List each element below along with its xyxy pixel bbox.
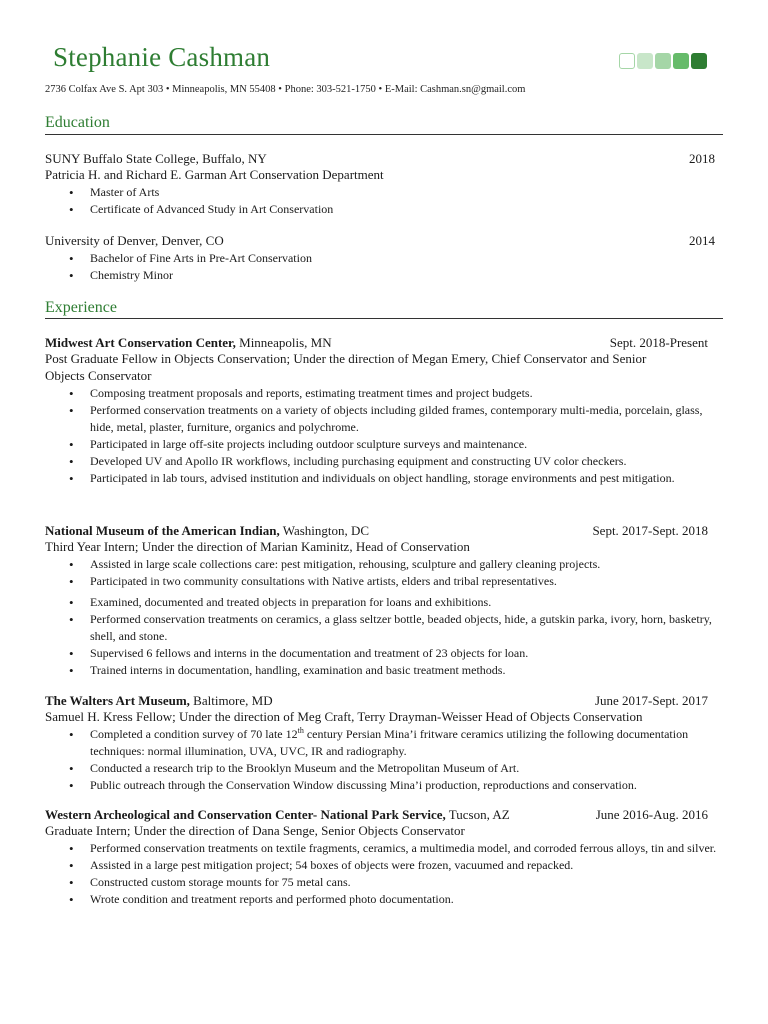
- section-divider: [45, 318, 723, 319]
- job-bullets: [90, 726, 718, 794]
- decorative-square: [655, 53, 671, 69]
- job-location: Baltimore, MD: [189, 693, 273, 708]
- job-header: [45, 522, 708, 539]
- job-dates: June 2016-Aug. 2016: [595, 807, 708, 822]
- job-bullets: [90, 556, 718, 679]
- organization-name: National Museum of the American Indian,: [45, 523, 280, 538]
- job-header: [45, 334, 708, 351]
- education-heading: Education: [45, 114, 110, 131]
- school-name: University of Denver, Denver, CO: [45, 233, 224, 248]
- list-item: • Chemistry Minor: [90, 267, 718, 284]
- education-entry-header: [45, 150, 715, 167]
- job-location: Minneapolis, MN: [235, 335, 332, 350]
- list-item: • Certificate of Advanced Study in Art Conservation: [90, 201, 718, 218]
- list-item: • Participated in lab tours, advised institution and individuals on object handling, storage environments and pest mitigation.: [90, 470, 718, 487]
- list-item: [90, 726, 718, 760]
- list-item: • Conducted a research trip to the Brooklyn Museum and the Metropolitan Museum of Art.: [90, 760, 718, 777]
- section-divider: [45, 134, 723, 135]
- job-location: Tucson, AZ: [445, 807, 510, 822]
- organization-name: The Walters Art Museum,: [45, 693, 190, 708]
- list-item: • Assisted in large scale collections care: pest mitigation, rehousing, sculpture and gallery cleaning projects.: [90, 556, 718, 573]
- decorative-square: [637, 53, 653, 69]
- job-role: Samuel H. Kress Fellow; Under the direction of Meg Craft, Terry Drayman-Weisser Head of Objects Conservation: [45, 709, 643, 724]
- list-item: • Performed conservation treatments on a variety of objects including gilded frames, contemporary multi-media, porcelain, glass, hide, metal, plaster, furniture, organics and polychrome.: [90, 402, 718, 436]
- job-bullets: [90, 840, 718, 908]
- list-item: • Participated in large off-site projects including outdoor sculpture surveys and maintenance.: [90, 436, 718, 453]
- job-role: Third Year Intern; Under the direction of Marian Kaminitz, Head of Conservation: [45, 539, 470, 554]
- job-header: [45, 692, 708, 709]
- list-item: • Wrote condition and treatment reports and performed photo documentation.: [90, 891, 718, 908]
- organization-name: Western Archeological and Conservation Center- National Park Service,: [45, 807, 446, 822]
- list-item: • Bachelor of Fine Arts in Pre-Art Conservation: [90, 250, 718, 267]
- decorative-square: [673, 53, 689, 69]
- bullet-text: Completed a condition survey of 70 late 12th century Persian Mina’i fritware ceramics utilizing the following documentation techniques: normal illumination, UVA, UVC, IR and radiography.: [90, 726, 689, 758]
- job-role: Graduate Intern; Under the direction of Dana Senge, Senior Objects Conservator: [45, 823, 465, 838]
- contact-line: 2736 Colfax Ave S. Apt 303 • Minneapolis, MN 55408 • Phone: 303-521-1750 • E-Mail: Cashman.sn@gmail.com: [45, 84, 526, 95]
- list-item: • Public outreach through the Conservation Window discussing Mina’i production, reproductions and conservation.: [90, 777, 718, 794]
- job-header: [45, 806, 708, 823]
- department-name: Patricia H. and Richard E. Garman Art Conservation Department: [45, 167, 384, 182]
- job-dates: Sept. 2017-Sept. 2018: [592, 523, 708, 538]
- job-dates: June 2017-Sept. 2017: [594, 693, 708, 708]
- list-item: • Supervised 6 fellows and interns in the documentation and treatment of 23 objects for loan.: [90, 645, 718, 662]
- list-item: • Participated in two community consultations with Native artists, elders and tribal representatives.: [90, 573, 718, 590]
- job-role: Post Graduate Fellow in Objects Conservation; Under the direction of Megan Emery, Chief Conservator and Senior Objects Conservator: [45, 351, 647, 383]
- job-bullets: [90, 385, 718, 487]
- school-name: SUNY Buffalo State College, Buffalo, NY: [45, 151, 267, 166]
- decorative-square: [691, 53, 707, 69]
- graduation-year: 2018: [689, 151, 715, 166]
- experience-heading: Experience: [45, 299, 117, 316]
- graduation-year: 2014: [689, 233, 715, 248]
- resume-name: Stephanie Cashman: [53, 42, 271, 72]
- list-item: • Performed conservation treatments on ceramics, a glass seltzer bottle, beaded objects, hide, a gutskin parka, ivory, horn, basketry, shell, and stone.: [90, 611, 718, 645]
- organization-name: Midwest Art Conservation Center,: [45, 335, 236, 350]
- list-item: • Developed UV and Apollo IR workflows, including purchasing equipment and constructing UV color checkers.: [90, 453, 718, 470]
- list-item: • Trained interns in documentation, handling, examination and basic treatment methods.: [90, 662, 718, 679]
- job-location: Washington, DC: [279, 523, 370, 538]
- list-item: • Master of Arts: [90, 184, 718, 201]
- education-entry-header: [45, 232, 715, 249]
- list-item: • Constructed custom storage mounts for 75 metal cans.: [90, 874, 718, 891]
- list-item: • Performed conservation treatments on textile fragments, ceramics, a multimedia model, and corroded ferrous alloys, tin and silver.: [90, 840, 718, 857]
- decorative-squares: [619, 53, 707, 69]
- list-item: • Examined, documented and treated objects in preparation for loans and exhibitions.: [90, 594, 718, 611]
- list-item: • Assisted in a large pest mitigation project; 54 boxes of objects were frozen, vacuumed and repacked.: [90, 857, 718, 874]
- education-bullets: [90, 184, 718, 218]
- decorative-square: [619, 53, 635, 69]
- job-dates: Sept. 2018-Present: [609, 335, 708, 350]
- list-item: • Composing treatment proposals and reports, estimating treatment times and project budgets.: [90, 385, 718, 402]
- education-bullets: [90, 250, 718, 284]
